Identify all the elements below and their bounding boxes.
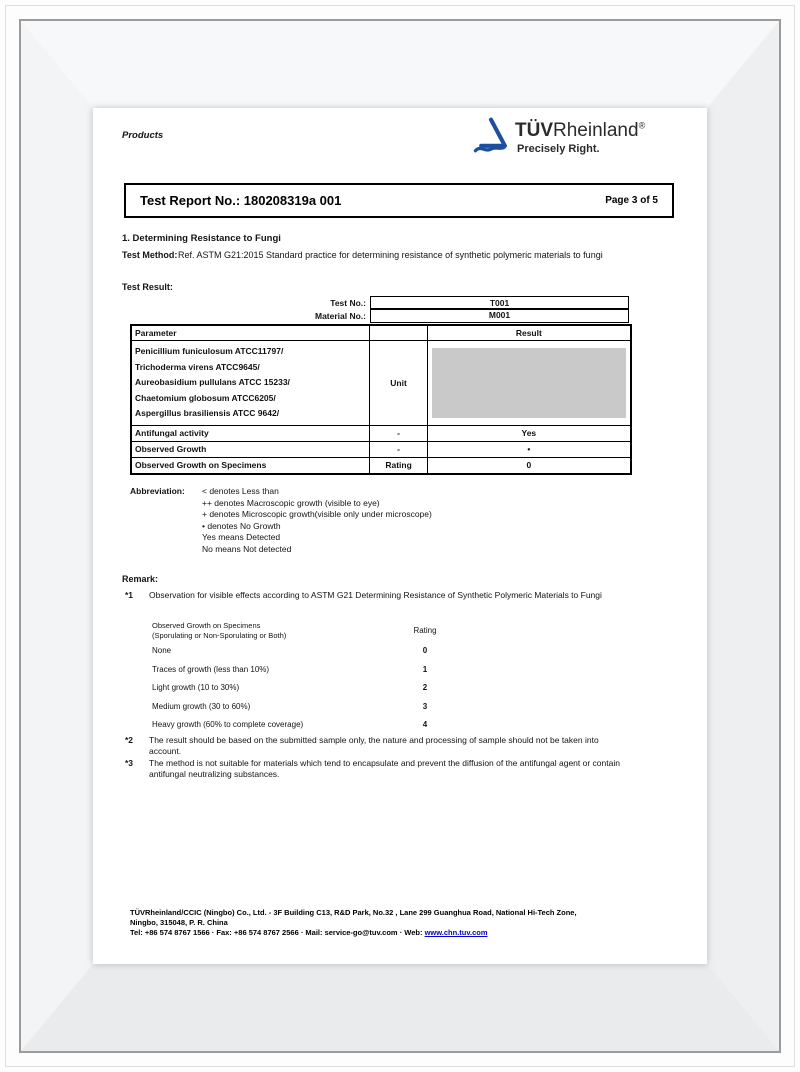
unit-value-cell: - xyxy=(370,441,427,457)
footer-web-link[interactable]: www.chn.tuv.com xyxy=(424,928,488,937)
fungi-result-cell xyxy=(427,341,631,426)
rating-value: 1 xyxy=(422,664,428,674)
unit-cell: Unit xyxy=(370,341,427,426)
remark-heading: Remark: xyxy=(122,574,159,584)
material-no-label: Material No.: xyxy=(314,311,366,321)
rating-col2-header: Rating xyxy=(413,626,437,635)
parameter-cell: Observed Growth xyxy=(131,441,370,457)
footer-contact-line xyxy=(130,928,675,938)
fungi-strain-line: Trichoderma virens ATCC9645/ xyxy=(135,361,260,372)
parameter-cell: Observed Growth on Specimens xyxy=(131,457,370,474)
footer-address-line2: Ningbo, 315048, P. R. China xyxy=(130,918,228,927)
report-title: Test Report No.: 180208319a 001 xyxy=(140,193,342,208)
fungi-row xyxy=(131,341,631,426)
result-value-cell: Yes xyxy=(427,425,631,441)
table-row xyxy=(131,441,631,457)
document-page xyxy=(93,108,707,964)
rating-row xyxy=(152,717,482,733)
test-no-value: T001 xyxy=(370,296,629,310)
remark-text: Observation for visible effects according to ASTM G21 Determining Resistance of Synthetic Polymeric Materials to Fungi xyxy=(149,590,602,600)
fungi-strains-cell xyxy=(131,341,370,426)
parameter-cell: Antifungal activity xyxy=(131,425,370,441)
abbreviation-line: ++ denotes Macroscopic growth (visible to eye) xyxy=(202,497,380,508)
parameter-header-cell: Parameter xyxy=(131,325,370,341)
abbreviation-line: Yes means Detected xyxy=(202,532,281,542)
logo-tuv: TÜV xyxy=(515,120,553,141)
rating-row xyxy=(152,698,482,714)
abbreviation-line: + denotes Microscopic growth(visible only under microscope) xyxy=(202,509,432,519)
test-no-label: Test No.: xyxy=(330,298,366,308)
abbreviation-lines xyxy=(202,486,432,555)
rating-label: Traces of growth (less than 10%) xyxy=(152,664,270,674)
table-row xyxy=(131,457,631,474)
rating-table-header xyxy=(152,621,482,640)
fungi-strain-line: Aureobasidium pullulans ATCC 15233/ xyxy=(135,377,290,387)
material-no-value: M001 xyxy=(370,308,629,323)
tuv-triangle-icon xyxy=(473,115,509,157)
rating-label: Heavy growth (60% to complete coverage) xyxy=(152,720,304,729)
abbreviation-line: • denotes No Growth xyxy=(202,520,281,531)
tuv-logo-text xyxy=(515,120,645,142)
result-header-cell: Result xyxy=(427,325,631,341)
rating-label: Medium growth (30 to 60%) xyxy=(152,701,251,711)
logo-rheinland: Rheinland xyxy=(553,120,639,141)
report-number-bar xyxy=(124,183,674,218)
rating-row xyxy=(152,661,482,677)
unit-header-empty-cell xyxy=(370,325,427,341)
remark-marker: *3 xyxy=(125,758,134,768)
picture-frame xyxy=(19,19,781,1053)
rating-label: None xyxy=(152,646,172,655)
table-header-row xyxy=(131,325,631,341)
rating-value: 2 xyxy=(422,683,428,692)
material-no-row xyxy=(130,309,631,323)
table-row xyxy=(131,425,631,441)
rating-col1-header-line1: Observed Growth on Specimens xyxy=(152,621,261,630)
rating-col1-header xyxy=(152,621,402,640)
fungi-strain-line: Penicillium funiculosum ATCC11797/ xyxy=(135,346,284,356)
redacted-result-box xyxy=(432,348,626,418)
rating-col1-header-line2: (Sporulating or Non-Sporulating or Both) xyxy=(152,630,287,640)
test-result-label: Test Result: xyxy=(122,282,173,292)
fungi-strain-line: Aspergillus brasiliensis ATCC 9642/ xyxy=(135,408,280,418)
unit-value-cell: Rating xyxy=(370,457,427,474)
rating-row xyxy=(152,643,482,659)
result-value-cell: 0 xyxy=(427,457,631,474)
rating-row xyxy=(152,680,482,696)
footer-address-line1: TÜVRheinland/CCIC (Ningbo) Co., Ltd. - 3F Building C13, R&D Park, No.32 , Lane 299 Guanghua Road, National Hi-Tech Zone, xyxy=(130,908,577,917)
rating-value: 0 xyxy=(422,646,428,655)
section-heading: 1. Determining Resistance to Fungi xyxy=(122,233,281,244)
test-method-label: Test Method: xyxy=(122,250,178,260)
footer-contact-text: Tel: +86 574 8767 1566 · Fax: +86 574 8767 2566 · Mail: service-go@tuv.com · Web: xyxy=(130,928,425,937)
result-value-cell: • xyxy=(427,441,631,457)
unit-value-cell: - xyxy=(370,425,427,441)
remark-marker: *1 xyxy=(125,590,134,600)
page-indicator: Page 3 of 5 xyxy=(605,195,658,206)
frame-mat xyxy=(21,21,779,1051)
result-table xyxy=(130,324,632,475)
footer xyxy=(130,908,675,938)
registered-mark: ® xyxy=(638,120,646,131)
fungi-strain-line: Chaetomium globosum ATCC6205/ xyxy=(135,392,276,403)
products-label: Products xyxy=(122,130,164,141)
remark-text: The result should be based on the submitted sample only, the nature and processing of sample should not be taken into account. xyxy=(149,735,599,756)
remark-text: The method is not suitable for materials which tend to encapsulate and prevent the diffusion of the antifungal agent or contain antifungal neutralizing substances. xyxy=(149,758,620,779)
rating-value: 3 xyxy=(422,701,428,711)
abbreviation-label: Abbreviation: xyxy=(130,486,185,496)
abbreviation-line: No means Not detected xyxy=(202,543,292,554)
rating-value: 4 xyxy=(422,720,428,729)
rating-table xyxy=(152,621,482,733)
rating-label: Light growth (10 to 30%) xyxy=(152,683,240,692)
test-method-text: Ref. ASTM G21:2015 Standard practice for determining resistance of synthetic polymeric materials to fungi xyxy=(178,250,603,260)
tuv-logo-tagline: Precisely Right. xyxy=(517,143,600,155)
remark-marker: *2 xyxy=(125,735,134,745)
abbreviation-line: < denotes Less than xyxy=(202,486,279,496)
